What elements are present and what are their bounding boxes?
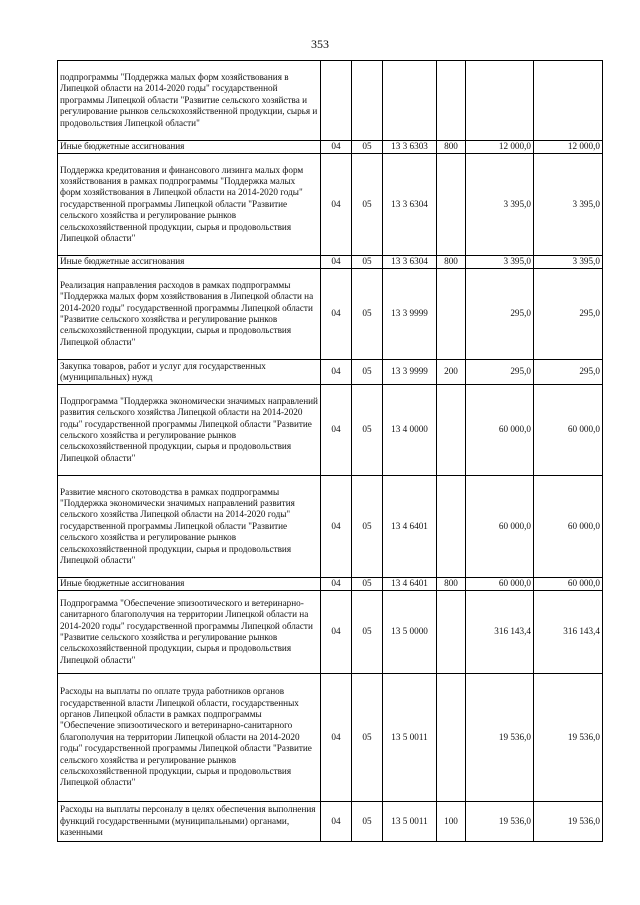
table-row — [58, 802, 603, 842]
amount-1: 19 536,0 — [466, 802, 534, 842]
section-code — [321, 61, 352, 141]
target-article-code: 13 3 6304 — [383, 154, 437, 256]
expense-type-code — [437, 674, 466, 802]
row-description: Иные бюджетные ассигнования — [58, 141, 321, 154]
target-article-code: 13 5 0011 — [383, 802, 437, 842]
expense-type-code: 800 — [437, 256, 466, 269]
expense-type-code — [437, 154, 466, 256]
target-article-code: 13 4 6401 — [383, 476, 437, 578]
row-description: Иные бюджетные ассигнования — [58, 256, 321, 269]
amount-1: 60 000,0 — [466, 476, 534, 578]
table-row — [58, 591, 603, 674]
subsection-code: 05 — [352, 360, 383, 385]
amount-1: 3 395,0 — [466, 154, 534, 256]
page-number: 353 — [311, 37, 329, 51]
table-row — [58, 256, 603, 269]
row-description: Подпрограмма "Обеспечение эпизоотического и ветеринарно-санитарного благополучия на территории Липецкой области на 2014-2020 годы" государственной программы Липецкой области "Развитие сельского хозяйства и регулирование рынков сельскохозяйственной продукции, сырья и продовольствия Липецкой области" — [58, 591, 321, 674]
amount-1: 60 000,0 — [466, 385, 534, 476]
target-article-code: 13 3 6303 — [383, 141, 437, 154]
amount-2: 295,0 — [534, 360, 603, 385]
expense-type-code: 100 — [437, 802, 466, 842]
row-description: Развитие мясного скотоводства в рамках подпрограммы "Поддержка экономически значимых направлений развития сельского хозяйства Липецкой области на 2014-2020 годы" государственной программы Липецкой области "Развитие сельского хозяйства и регулирование рынков сельскохозяйственной продукции, сырья и продовольствия Липецкой области" — [58, 476, 321, 578]
table-row — [58, 269, 603, 360]
expense-type-code — [437, 385, 466, 476]
expense-type-code — [437, 591, 466, 674]
amount-2: 60 000,0 — [534, 385, 603, 476]
expense-type-code: 800 — [437, 141, 466, 154]
section-code: 04 — [321, 802, 352, 842]
section-code: 04 — [321, 360, 352, 385]
section-code: 04 — [321, 269, 352, 360]
amount-2: 3 395,0 — [534, 154, 603, 256]
amount-2: 295,0 — [534, 269, 603, 360]
table-row — [58, 360, 603, 385]
expense-type-code: 200 — [437, 360, 466, 385]
amount-1: 295,0 — [466, 269, 534, 360]
amount-1: 3 395,0 — [466, 256, 534, 269]
row-description: Поддержка кредитования и финансового лизинга малых форм хозяйствования в рамках подпрограммы "Поддержка малых форм хозяйствования в Липецкой области на 2014-2020 годы" государственной программы Липецкой области "Развитие сельского хозяйства и регулирование рынков сельскохозяйственной продукции, сырья и продовольствия Липецкой области" — [58, 154, 321, 256]
amount-1 — [466, 61, 534, 141]
expense-type-code — [437, 269, 466, 360]
section-code: 04 — [321, 591, 352, 674]
target-article-code: 13 4 0000 — [383, 385, 437, 476]
amount-1: 12 000,0 — [466, 141, 534, 154]
row-description: Закупка товаров, работ и услуг для государственных (муниципальных) нужд — [58, 360, 321, 385]
amount-1: 316 143,4 — [466, 591, 534, 674]
expense-type-code — [437, 476, 466, 578]
row-description: Иные бюджетные ассигнования — [58, 578, 321, 591]
expense-type-code: 800 — [437, 578, 466, 591]
target-article-code: 13 3 9999 — [383, 360, 437, 385]
subsection-code: 05 — [352, 256, 383, 269]
subsection-code: 05 — [352, 802, 383, 842]
section-code: 04 — [321, 674, 352, 802]
section-code: 04 — [321, 385, 352, 476]
subsection-code: 05 — [352, 154, 383, 256]
table-row — [58, 141, 603, 154]
section-code: 04 — [321, 141, 352, 154]
amount-2: 12 000,0 — [534, 141, 603, 154]
subsection-code: 05 — [352, 591, 383, 674]
budget-table-body — [58, 61, 603, 842]
target-article-code: 13 4 6401 — [383, 578, 437, 591]
table-row — [58, 674, 603, 802]
section-code: 04 — [321, 476, 352, 578]
row-description: подпрограммы "Поддержка малых форм хозяйствования в Липецкой области на 2014-2020 годы" государственной программы Липецкой области "Развитие сельского хозяйства и регулирование рынков сельскохозяйственной продукции, сырья и продовольствия Липецкой области" — [58, 61, 321, 141]
section-code: 04 — [321, 578, 352, 591]
table-row — [58, 61, 603, 141]
amount-2: 3 395,0 — [534, 256, 603, 269]
subsection-code — [352, 61, 383, 141]
amount-2: 19 536,0 — [534, 674, 603, 802]
amount-1: 19 536,0 — [466, 674, 534, 802]
amount-1: 295,0 — [466, 360, 534, 385]
subsection-code: 05 — [352, 578, 383, 591]
amount-1: 60 000,0 — [466, 578, 534, 591]
row-description: Расходы на выплаты по оплате труда работников органов государственной власти Липецкой области, государственных органов Липецкой области в рамках подпрограммы "Обеспечение эпизоотического и ветеринарно-санитарного благополучия на территории Липецкой области на 2014-2020 годы" государственной программы Липецкой области "Развитие сельского хозяйства и регулирование рынков сельскохозяйственной продукции, сырья и продовольствия Липецкой области" — [58, 674, 321, 802]
subsection-code: 05 — [352, 269, 383, 360]
budget-table — [57, 60, 603, 842]
target-article-code: 13 3 9999 — [383, 269, 437, 360]
target-article-code: 13 5 0011 — [383, 674, 437, 802]
subsection-code: 05 — [352, 476, 383, 578]
subsection-code: 05 — [352, 674, 383, 802]
row-description: Реализация направления расходов в рамках подпрограммы "Поддержка малых форм хозяйствования в Липецкой области на 2014-2020 годы" государственной программы Липецкой области "Развитие сельского хозяйства и регулирование рынков сельскохозяйственной продукции, сырья и продовольствия Липецкой области" — [58, 269, 321, 360]
subsection-code: 05 — [352, 141, 383, 154]
table-row — [58, 476, 603, 578]
table-row — [58, 578, 603, 591]
target-article-code: 13 3 6304 — [383, 256, 437, 269]
table-row — [58, 385, 603, 476]
row-description: Подпрограмма "Поддержка экономически значимых направлений развития сельского хозяйства Липецкой области на 2014-2020 годы" государственной программы Липецкой области "Развитие сельского хозяйства и регулирование рынков сельскохозяйственной продукции, сырья и продовольствия Липецкой области" — [58, 385, 321, 476]
amount-2: 60 000,0 — [534, 476, 603, 578]
section-code: 04 — [321, 256, 352, 269]
amount-2 — [534, 61, 603, 141]
section-code: 04 — [321, 154, 352, 256]
expense-type-code — [437, 61, 466, 141]
subsection-code: 05 — [352, 385, 383, 476]
row-description: Расходы на выплаты персоналу в целях обеспечения выполнения функций государственными (муниципальными) органами, казенными — [58, 802, 321, 842]
target-article-code: 13 5 0000 — [383, 591, 437, 674]
target-article-code — [383, 61, 437, 141]
amount-2: 19 536,0 — [534, 802, 603, 842]
table-row — [58, 154, 603, 256]
amount-2: 316 143,4 — [534, 591, 603, 674]
amount-2: 60 000,0 — [534, 578, 603, 591]
